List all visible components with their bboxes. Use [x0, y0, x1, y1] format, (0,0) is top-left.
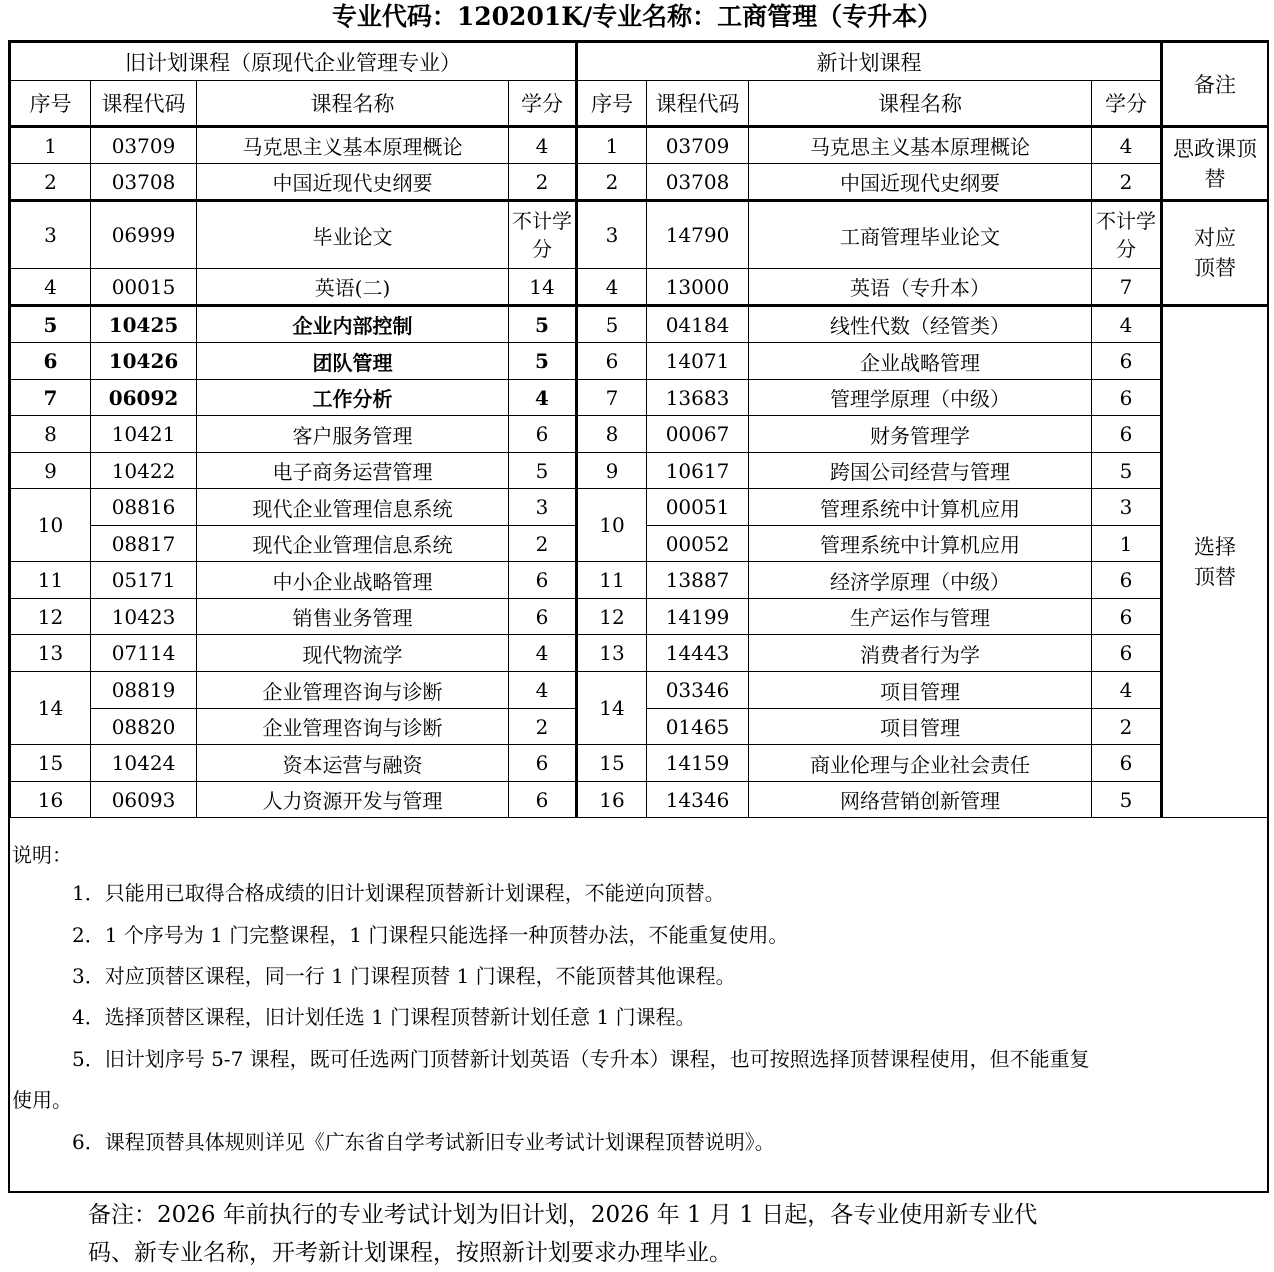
new-credit-cell: 1: [1092, 526, 1162, 562]
table-row: [11, 269, 1268, 306]
new-credit-header: 学分: [1092, 81, 1162, 127]
old-code-cell: 08820: [91, 709, 197, 745]
old-credit-cell: 不计学分: [509, 201, 577, 269]
new-seq-cell: 3: [577, 201, 647, 269]
old-code-cell: 06999: [91, 201, 197, 269]
new-seq-cell: 15: [577, 745, 647, 782]
new-code-cell: 14199: [647, 599, 749, 635]
new-plan-header: 新计划课程: [577, 43, 1162, 81]
new-seq-cell: 11: [577, 562, 647, 599]
new-name-cell: 企业战略管理: [749, 343, 1092, 380]
old-name-cell: 现代企业管理信息系统: [197, 489, 509, 526]
new-code-cell: 13000: [647, 269, 749, 306]
old-name-cell: 资本运营与融资: [197, 745, 509, 782]
new-code-cell: 13887: [647, 562, 749, 599]
new-credit-cell: 6: [1092, 599, 1162, 635]
old-code-cell: 07114: [91, 635, 197, 672]
new-seq-cell: 6: [577, 343, 647, 380]
new-name-cell: 线性代数（经管类）: [749, 306, 1092, 343]
new-seq-cell: 14: [577, 672, 647, 745]
new-credit-cell: 6: [1092, 380, 1162, 416]
new-credit-cell: 2: [1092, 709, 1162, 745]
new-name-cell: 项目管理: [749, 709, 1092, 745]
explanation-item: 1．只能用已取得合格成绩的旧计划课程顶替新计划课程，不能逆向顶替。: [72, 881, 725, 905]
old-seq-cell: 13: [11, 635, 91, 672]
new-credit-cell: 4: [1092, 127, 1162, 164]
old-credit-cell: 4: [509, 672, 577, 709]
remarks-header: 备注: [1162, 43, 1268, 127]
new-code-header: 课程代码: [647, 81, 749, 127]
new-code-cell: 00067: [647, 416, 749, 453]
new-seq-header: 序号: [577, 81, 647, 127]
new-name-cell: 跨国公司经营与管理: [749, 453, 1092, 489]
new-code-cell: 03709: [647, 127, 749, 164]
old-seq-cell: 16: [11, 782, 91, 818]
new-seq-cell: 13: [577, 635, 647, 672]
new-credit-cell: 2: [1092, 164, 1162, 201]
old-seq-cell: 11: [11, 562, 91, 599]
new-credit-cell: 5: [1092, 782, 1162, 818]
old-credit-cell: 4: [509, 380, 577, 416]
new-name-cell: 中国近现代史纲要: [749, 164, 1092, 201]
old-name-cell: 企业管理咨询与诊断: [197, 672, 509, 709]
new-seq-cell: 7: [577, 380, 647, 416]
old-seq-cell: 1: [11, 127, 91, 164]
remark-sizheng: 思政课顶替: [1162, 127, 1268, 201]
old-code-header: 课程代码: [91, 81, 197, 127]
new-credit-cell: 不计学分: [1092, 201, 1162, 269]
old-seq-cell: 3: [11, 201, 91, 269]
old-name-cell: 英语(二): [197, 269, 509, 306]
new-code-cell: 00051: [647, 489, 749, 526]
old-credit-cell: 14: [509, 269, 577, 306]
old-code-cell: 10422: [91, 453, 197, 489]
new-name-cell: 马克思主义基本原理概论: [749, 127, 1092, 164]
new-code-cell: 14346: [647, 782, 749, 818]
new-credit-cell: 4: [1092, 672, 1162, 709]
explanation-item: 6．课程顶替具体规则详见《广东省自学考试新旧专业考试计划课程顶替说明》。: [72, 1130, 775, 1154]
old-code-cell: 05171: [91, 562, 197, 599]
old-credit-cell: 4: [509, 635, 577, 672]
course-replacement-frame: [8, 40, 1269, 1193]
footer-line: 备注：2026 年前执行的专业考试计划为旧计划，2026 年 1 月 1 日起，各专业使用新专业代: [88, 1202, 1038, 1228]
old-name-cell: 团队管理: [197, 343, 509, 380]
old-credit-cell: 3: [509, 489, 577, 526]
old-name-cell: 毕业论文: [197, 201, 509, 269]
table-row: [11, 672, 1268, 709]
new-seq-cell: 1: [577, 127, 647, 164]
explanation-item: 5．旧计划序号 5-7 课程，既可任选两门顶替新计划英语（专升本）课程，也可按照选择顶替课程使用，但不能重复: [72, 1047, 1090, 1071]
explanation-item: 2．1 个序号为 1 门完整课程，1 门课程只能选择一种顶替办法，不能重复使用。: [72, 923, 789, 947]
new-seq-cell: 5: [577, 306, 647, 343]
new-seq-cell: 9: [577, 453, 647, 489]
old-name-cell: 人力资源开发与管理: [197, 782, 509, 818]
table-row: [11, 306, 1268, 343]
explanation-item-continued: 使用。: [12, 1088, 72, 1112]
old-code-cell: 10426: [91, 343, 197, 380]
new-name-cell: 消费者行为学: [749, 635, 1092, 672]
new-credit-cell: 6: [1092, 635, 1162, 672]
table-row: [11, 562, 1268, 599]
new-code-cell: 03346: [647, 672, 749, 709]
new-seq-cell: 10: [577, 489, 647, 562]
new-credit-cell: 6: [1092, 745, 1162, 782]
old-credit-cell: 5: [509, 306, 577, 343]
explanation-item: 4．选择顶替区课程，旧计划任选 1 门课程顶替新计划任意 1 门课程。: [72, 1005, 696, 1029]
table-row: [11, 201, 1268, 269]
new-code-cell: 14159: [647, 745, 749, 782]
new-code-cell: 03708: [647, 164, 749, 201]
table-row: [11, 127, 1268, 164]
new-code-cell: 01465: [647, 709, 749, 745]
old-code-cell: 08816: [91, 489, 197, 526]
old-name-header: 课程名称: [197, 81, 509, 127]
old-code-cell: 03708: [91, 164, 197, 201]
old-credit-cell: 6: [509, 745, 577, 782]
new-seq-cell: 4: [577, 269, 647, 306]
old-seq-cell: 10: [11, 489, 91, 562]
old-name-cell: 现代物流学: [197, 635, 509, 672]
old-name-cell: 工作分析: [197, 380, 509, 416]
remark-xuanze: 选择顶替: [1162, 306, 1268, 818]
old-name-cell: 电子商务运营管理: [197, 453, 509, 489]
new-credit-cell: 6: [1092, 562, 1162, 599]
new-credit-cell: 4: [1092, 306, 1162, 343]
footer-line: 码、新专业名称，开考新计划课程，按照新计划要求办理毕业。: [88, 1240, 732, 1266]
new-name-cell: 管理系统中计算机应用: [749, 526, 1092, 562]
old-seq-cell: 12: [11, 599, 91, 635]
table-row: [11, 635, 1268, 672]
new-code-cell: 13683: [647, 380, 749, 416]
table-row: [11, 453, 1268, 489]
new-code-cell: 14443: [647, 635, 749, 672]
new-code-cell: 14790: [647, 201, 749, 269]
old-code-cell: 10423: [91, 599, 197, 635]
table-row: [11, 164, 1268, 201]
new-code-cell: 04184: [647, 306, 749, 343]
footer-remark: [88, 1196, 1228, 1272]
old-name-cell: 客户服务管理: [197, 416, 509, 453]
new-credit-cell: 3: [1092, 489, 1162, 526]
table-row: [11, 380, 1268, 416]
page-title: 专业代码：120201K/专业名称：工商管理（专升本）: [331, 2, 943, 31]
new-name-cell: 管理学原理（中级）: [749, 380, 1092, 416]
new-credit-cell: 5: [1092, 453, 1162, 489]
old-seq-cell: 2: [11, 164, 91, 201]
old-plan-header: 旧计划课程（原现代企业管理专业）: [11, 43, 577, 81]
old-seq-cell: 7: [11, 380, 91, 416]
old-name-cell: 中国近现代史纲要: [197, 164, 509, 201]
old-credit-cell: 6: [509, 782, 577, 818]
old-name-cell: 现代企业管理信息系统: [197, 526, 509, 562]
new-code-cell: 00052: [647, 526, 749, 562]
old-seq-cell: 8: [11, 416, 91, 453]
explanation-item: 3．对应顶替区课程，同一行 1 门课程顶替 1 门课程，不能顶替其他课程。: [72, 964, 736, 988]
remark-duiying: 对应顶替: [1162, 201, 1268, 306]
new-name-cell: 英语（专升本）: [749, 269, 1092, 306]
new-seq-cell: 8: [577, 416, 647, 453]
table-row: [11, 343, 1268, 380]
new-name-cell: 财务管理学: [749, 416, 1092, 453]
table-row: [11, 599, 1268, 635]
old-code-cell: 06093: [91, 782, 197, 818]
new-name-header: 课程名称: [749, 81, 1092, 127]
old-credit-cell: 2: [509, 164, 577, 201]
old-credit-cell: 6: [509, 416, 577, 453]
old-code-cell: 08817: [91, 526, 197, 562]
old-seq-cell: 5: [11, 306, 91, 343]
new-name-cell: 网络营销创新管理: [749, 782, 1092, 818]
table-row: [11, 745, 1268, 782]
table-row: [11, 416, 1268, 453]
new-seq-cell: 16: [577, 782, 647, 818]
old-code-cell: 08819: [91, 672, 197, 709]
old-seq-cell: 4: [11, 269, 91, 306]
old-code-cell: 03709: [91, 127, 197, 164]
old-code-cell: 06092: [91, 380, 197, 416]
old-code-cell: 10425: [91, 306, 197, 343]
old-credit-cell: 5: [509, 343, 577, 380]
new-code-cell: 14071: [647, 343, 749, 380]
old-code-cell: 10424: [91, 745, 197, 782]
old-credit-header: 学分: [509, 81, 577, 127]
old-seq-cell: 14: [11, 672, 91, 745]
old-credit-cell: 2: [509, 709, 577, 745]
old-name-cell: 销售业务管理: [197, 599, 509, 635]
old-credit-cell: 6: [509, 562, 577, 599]
old-code-cell: 10421: [91, 416, 197, 453]
course-replacement-table: [10, 42, 1268, 818]
new-credit-cell: 6: [1092, 416, 1162, 453]
old-name-cell: 企业管理咨询与诊断: [197, 709, 509, 745]
old-credit-cell: 5: [509, 453, 577, 489]
new-seq-cell: 2: [577, 164, 647, 201]
new-name-cell: 项目管理: [749, 672, 1092, 709]
old-credit-cell: 2: [509, 526, 577, 562]
old-seq-header: 序号: [11, 81, 91, 127]
new-name-cell: 商业伦理与企业社会责任: [749, 745, 1092, 782]
new-name-cell: 经济学原理（中级）: [749, 562, 1092, 599]
new-credit-cell: 7: [1092, 269, 1162, 306]
old-seq-cell: 6: [11, 343, 91, 380]
new-name-cell: 工商管理毕业论文: [749, 201, 1092, 269]
old-credit-cell: 6: [509, 599, 577, 635]
new-name-cell: 生产运作与管理: [749, 599, 1092, 635]
old-seq-cell: 15: [11, 745, 91, 782]
old-name-cell: 中小企业战略管理: [197, 562, 509, 599]
explanation-heading: 说明：: [12, 843, 72, 867]
new-code-cell: 10617: [647, 453, 749, 489]
new-name-cell: 管理系统中计算机应用: [749, 489, 1092, 526]
old-name-cell: 企业内部控制: [197, 306, 509, 343]
table-row: [11, 489, 1268, 526]
old-name-cell: 马克思主义基本原理概论: [197, 127, 509, 164]
old-credit-cell: 4: [509, 127, 577, 164]
new-credit-cell: 6: [1092, 343, 1162, 380]
old-code-cell: 00015: [91, 269, 197, 306]
new-seq-cell: 12: [577, 599, 647, 635]
old-seq-cell: 9: [11, 453, 91, 489]
table-row: [11, 782, 1268, 818]
